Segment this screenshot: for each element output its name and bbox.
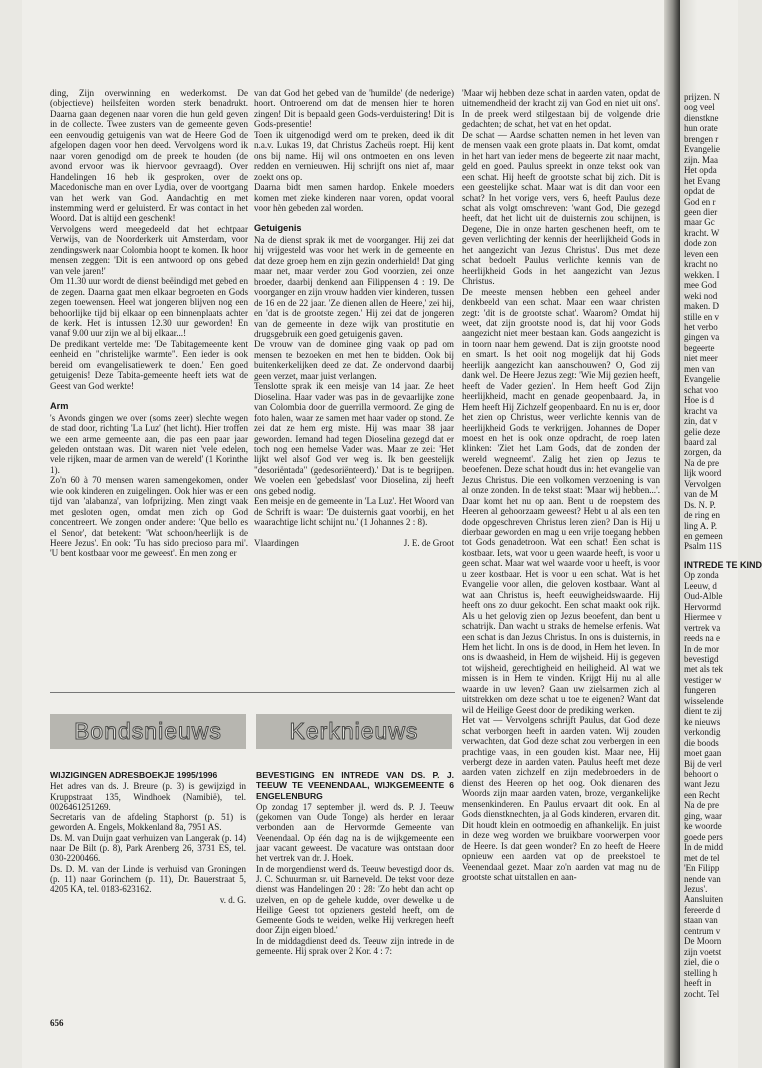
text-fragment: begeerte bbox=[684, 342, 715, 353]
text-fragment: goede pers bbox=[684, 831, 723, 842]
text-fragment: men van bbox=[684, 363, 715, 374]
paragraph: van dat God het gebed van de 'humilde' (de nederige) hoort. Ontroerend om dat de mensen hier te horen zingen! Dit is bepaald geen Gods-verduistering! Dit is Gods-presentie! bbox=[254, 88, 454, 130]
text-fragment: het verbo bbox=[684, 321, 718, 332]
text-fragment: van de M bbox=[684, 489, 718, 500]
text-fragment: zin, dat v bbox=[684, 416, 718, 427]
paragraph: Het vat — Vervolgens schrijft Paulus, dat God deze schat verborgen heeft in aarden vaten. Wij zouden verwachten, dat God deze schat zou verbergen in een prachtige vaas, in een gouden kist. Maar nee, Hij verbergt deze in aarden vaten. Paulus heeft met deze aarden vaten zichzelf en zijn medebroeders in de dienst des Heeren op het oog. Ook dienaren des Woords zijn maar aarden vaten, broze, vergankelijke mensenkinderen. En Paulus ervaart dit ook. En al Gods dienstknechten, ja al Gods kinderen, ervaren dit. Dit houdt klein en ootmoedig en afhankelijk. En juist in deze weg worden we bruikbare voorwerpen voor de Heere. Is dat geen wonder? En zo heeft de Heere opnieuw een aarden vat op de preekstoel te Veenendaal gezet. Maar zo'n aarden vat mag nu de grootste schat uitstallen en aan- bbox=[462, 715, 660, 882]
text-fragment: Na de pre bbox=[684, 457, 719, 468]
text-fragment: In de mor bbox=[684, 643, 719, 654]
text-fragment: ziel, die o bbox=[684, 957, 720, 968]
text-fragment: opdat de bbox=[684, 186, 715, 197]
paragraph: De predikant vertelde me: 'De Tabitagemeente kent eenheid en "christelijke warmte". Een ieder is ook bereid om evangelisatiewerk te doen.' Een goed getuigenis! Deze Tabita-gemeente heeft iets wat de Geest van God werkte! bbox=[50, 338, 248, 391]
text-fragment: het Evang bbox=[684, 175, 721, 186]
page-gutter bbox=[664, 0, 680, 1068]
signature-place: Vlaardingen bbox=[254, 537, 299, 548]
paragraph: De schat — Aardse schatten nemen in het leven van de mensen vaak een grote plaats in. Dat komt, omdat in het hart van ieder mens de begeerte zit naar macht, geld en goed. Paulus spreekt in onze tekst ook van een schat. Hij heeft de grootste schat bij zich. Dit is een geestelijke schat. Maar wat is dit dan voor een schat? In het vorige vers, vers 6, heeft Paulus deze schat als volgt omschreven: 'want God, Die gezegd heeft, dat het licht uit de duisternis zou schijnen, is Degene, Die in onze harten geschenen heeft, om te geven verlichting der kennis der heerlijkheid Gods in het aangezicht van Jezus Christus'. Dus met deze schat bedoelt Paulus verlichte kennis van de heerlijkheid Gods in het aangezicht van Jezus Christus. bbox=[462, 129, 660, 287]
text-fragment: bevestigd bbox=[684, 654, 719, 665]
paragraph: De meeste mensen hebben een geheel ander denkbeeld van een schat. Maar een waar christen zegt: 'dit is de grootste schat'. Waarom? Omdat hij weet, dat zijn grootste nood is, dat hij voor Gods aangezicht niet meer bestaan kan. Gods aangezicht is in toorn naar hem gewend. Dat is zijn grootste nood en smart. Is het ooit nog mogelijk dat hij Gods heerlijk aangezicht kan aanschouwen? O, God zij dank wel. De Heere Jezus zegt: 'Wie Mij gezien heeft, heeft de Vader gezien'. In Hem heeft God Zijn heerlijkheid, macht en genade geopenbaard. Ja, in Hem heeft Hij Zichzelf geopenbaard. En nu is er, door het zien op Christus, weer verlichte kennis van de heerlijkheid Gods te verkrijgen. Johannes de Doper moest en het is ook onze opdracht, de roep laten klinken: 'Ziet het Lam Gods, dat de zonden der wereld wegneemt'. Zalig het zien op Jezus te beoefenen. Deze schat houdt dus in: het evangelie van Jezus Christus. Die een volkomen verzoening is van al onze zonden. In de tekst staat: 'Maar wij hebben...'. Daar komt het nu op aan. Bent u de roepstem des Heeren al gehoorzaam geweest? Hebt u al als een ten dode opgeschreven Christus leren zien? Dan is Hij u dierbaar geworden en mag u een vrije toegang hebben tot Gods genadetroon. Wat een schat! Een schat is kostbaar. Iets, wat voor u geen waarde heeft, is voor u geen schat. Maar wat wel waarde voor u heeft, is voor u zeer kostbaar. Het is voor u een schat. Wat is het Evangelie voor allen, die geloven kostbaar. Want al wat aan Christus is, heeft eeuwigheidswaarde. Hij heeft ons zo duur gekocht. Een schat maakt ook rijk. Als u het gelovig zien op Jezus beoefent, dan bent u schatrijk. Dan wacht u straks de hemelse erfenis. Wat een schat is dan Jezus Christus. In ons is duisternis, in Hem het licht. In ons is de dood, in Hem het leven. In ons is dwaasheid, in Hem de wijsheid. Hij is gegeven tot wijsheid, gerechtigheid en heiligheid. Al wat we missen is in Hem te vinden. Krijgt Hij nu al alle waarde in uw leven? Gaan uw zielsarmen zich al uitstrekken om deze schat u toe te eigenen? Want dat wil de Heilige Geest door de prediking werken. bbox=[462, 286, 660, 715]
text-fragment: kracht. W bbox=[684, 227, 720, 238]
text-fragment: dode zon bbox=[684, 238, 717, 249]
paragraph: Secretaris van de afdeling Staphorst (p. 51) is geworden A. Engels, Mokkenland 8a, 7951 AS. bbox=[50, 812, 246, 833]
text-fragment: Psalm 11S bbox=[684, 541, 722, 552]
text-fragment: kracht no bbox=[684, 259, 718, 270]
text-fragment: God en r bbox=[684, 196, 716, 207]
kerknieuws-body bbox=[256, 802, 454, 956]
paragraph: Daarna bidt men samen hardop. Enkele moeders komen met zieke kinderen naar voren, opdat vooral voor hèn gebeden zal worden. bbox=[254, 182, 454, 213]
bondsnieuws-body bbox=[50, 781, 246, 894]
paragraph: Ds. M. van Duijn gaat verhuizen van Langerak (p. 14) naar De Bilt (p. 8), Park Arenberg 26, 3731 ES, tel. 030-2200466. bbox=[50, 832, 246, 864]
text-fragment: Hervormd bbox=[684, 601, 721, 612]
paragraph: In de morgendienst werd ds. Teeuw bevestigd door ds. J. C. Schuurman sr. uit Barneveld. De tekst voor deze dienst was Handelingen 20 : 28: 'Zo hebt dan acht op uzelven, en op de gehele kudde, over dewelke u de Heilige Geest tot opzieners gesteld heeft, om de Gemeente Gods te weiden, welke Hij verkregen heeft door Zijn eigen bloed.' bbox=[256, 863, 454, 936]
text-fragment: ging, waar bbox=[684, 810, 722, 821]
paragraph: 's Avonds gingen we over (soms zeer) slechte wegen de stad door, richting 'La Luz' (het licht). Hier troffen we een arme gemeente aan, die pas een paar jaar geleden ontstaan was. Dit waren niet 'vele edelen, vele rijken, maar de armen van de wereld' (1 Korinthe 1). bbox=[50, 412, 248, 475]
right-page-heading: INTREDE TE KIND bbox=[684, 559, 762, 570]
text-fragment: Jezus'. bbox=[684, 883, 708, 894]
text-fragment: ling A. P. bbox=[684, 520, 718, 531]
text-fragment: dienstkne bbox=[684, 112, 719, 123]
text-fragment: kracht va bbox=[684, 405, 718, 416]
right-page-fragments-2 bbox=[684, 570, 744, 999]
right-page-fragments bbox=[684, 92, 744, 552]
text-fragment: ke nieuws bbox=[684, 716, 721, 727]
text-fragment: met als tek bbox=[684, 664, 723, 675]
bondsnieuws-signoff: v. d. G. bbox=[219, 894, 246, 905]
text-fragment: geen dier bbox=[684, 206, 718, 217]
text-fragment: 'En Filipp bbox=[684, 863, 720, 874]
text-fragment: mee God bbox=[684, 280, 717, 291]
text-fragment: Evangelie bbox=[684, 144, 720, 155]
text-fragment: Ds. N. P. bbox=[684, 499, 716, 510]
right-page-edge bbox=[680, 0, 762, 1068]
paragraph: Ds. D. M. van der Linde is verhuisd van Groningen (p. 11) naar Gorinchem (p. 11), Dr. Bauerstraat 5, 4205 KA, tel. 0183-623162. bbox=[50, 863, 246, 895]
signature-author: J. E. de Groot bbox=[403, 537, 454, 548]
text-fragment: Oud-Alble bbox=[684, 591, 723, 602]
text-fragment: Hoe is d bbox=[684, 395, 714, 406]
paragraph: Na de dienst sprak ik met de voorganger. Hij zei dat hij vrijgesteld was voor het werk in de gemeente en dat deze groep hem en zijn gezin onderhield! Dat ging maar net, maar verder zou God voorzien, zei onze broeder, daarbij denkend aan Filippensen 4 : 19. De voorganger en zijn vrouw hadden vier kinderen, tussen de 16 en de 22 jaar. 'Ze dienen allen de Heere,' zei hij, en 'dat is de grootste zegen.' Hij zei dat de jongeren van de gemeente in deze wijk van prostitutie en drugsgebruik een goed getuigenis gaven. bbox=[254, 234, 454, 339]
text-fragment: Hiermee v bbox=[684, 612, 722, 623]
kerknieuws-heading: BEVESTIGING EN INTREDE VAN DS. P. J. TEEUW TE VEENENDAAL, WIJKGEMEENTE 6 ENGELENBURG bbox=[256, 770, 454, 801]
text-fragment: die boods bbox=[684, 737, 719, 748]
text-fragment: maar Gc bbox=[684, 217, 715, 228]
paragraph: Vervolgens werd meegedeeld dat het echtpaar Verwijs, van de Noorderkerk uit Amsterdam, voor zendingswerk naar Colombia hoopt te komen. Ik hoor mensen zeggen: 'Dit is een antwoord op ons gebed van vele jaren!' bbox=[50, 223, 248, 276]
text-fragment: de ring en bbox=[684, 510, 720, 521]
text-fragment: fungeren bbox=[684, 685, 716, 696]
kerknieuws-title: Kerknieuws bbox=[289, 718, 419, 744]
paragraph: Tenslotte sprak ik een meisje van 14 jaar. Ze heet Dioselina. Haar vader was pas in de gevaarlijke zone van Colombia door de guerrilla vermoord. Ze ging de foto halen, waar ze samen met haar vader op stond. Ze zei dat ze hem erg miste. Hij was maar 38 jaar geworden. Iemand had tegen Dioselina gezegd dat er toch nog een hemelse Vader was. Maar ze zei: 'Het lijkt wel alsof God ver weg is. Ik ben geestelijk "desoriëntada" (gedesoriënteerd).' Dat is te begrijpen. We voelen een 'gebedslast' voor Dioselina, zij heeft ons gebed nodig. bbox=[254, 381, 454, 496]
text-fragment: Aansluiten bbox=[684, 894, 723, 905]
text-fragment: reeds na e bbox=[684, 633, 720, 644]
article-column-1 bbox=[50, 88, 248, 559]
text-fragment: stelling h bbox=[684, 967, 718, 978]
text-fragment: baard zal bbox=[684, 436, 717, 447]
text-fragment: moet gaan bbox=[684, 748, 722, 759]
text-fragment: zocht. Tel bbox=[684, 988, 720, 999]
text-fragment: gingen va bbox=[684, 332, 720, 343]
text-fragment: Bij de verl bbox=[684, 758, 722, 769]
text-fragment: nende van bbox=[684, 873, 721, 884]
page-number: 656 bbox=[50, 1018, 64, 1028]
text-fragment: staan van bbox=[684, 915, 718, 926]
kerknieuws-banner bbox=[256, 714, 452, 749]
text-fragment: schat voo bbox=[684, 384, 719, 395]
article-column-2 bbox=[254, 88, 454, 548]
text-fragment: dient te zij bbox=[684, 706, 722, 717]
paragraph: In de middagdienst deed ds. Teeuw zijn intrede in de gemeente. Hij sprak over 2 Kor. 4 : 7: bbox=[256, 935, 454, 957]
text-fragment: wisselende bbox=[684, 695, 724, 706]
text-fragment: hun orate bbox=[684, 123, 718, 134]
right-page-text bbox=[684, 92, 762, 999]
text-fragment: behoort o bbox=[684, 769, 719, 779]
paragraph: Op zondag 17 september jl. werd ds. P. J. Teeuw (gekomen van Oude Tonge) als herder en leraar verbonden aan de Hervormde Gemeente van Veenendaal. Op één dag na is de wijkgemeente een jaar vacant geweest. De vacature was ontstaan door het vertrek van dr. J. Hoek. bbox=[256, 801, 454, 864]
text-fragment: weki nod bbox=[684, 290, 718, 301]
text-fragment: leven een bbox=[684, 248, 719, 259]
article-signature bbox=[254, 538, 454, 548]
bondsnieuws-title: Bondsnieuws bbox=[74, 718, 222, 744]
text-fragment: ke woorde bbox=[684, 821, 722, 832]
text-fragment: een Recht bbox=[684, 789, 720, 800]
paragraph: Zo'n 60 à 70 mensen waren samengekomen, onder wie ook kinderen en zuigelingen. Ook hier was er een tijd van 'alabanza', van lofprijzing. Men zingt vaak met gesloten ogen, omdat men zich op God concentreert. We zongen onder andere: 'Que bello es el Senor', dat betekent: 'Wat schoon/heerlijk is de Heere Jezus'. En ook: 'Tu has sido precioso para mi'. 'U bent kostbaar voor me geweest'. En men zong er bbox=[50, 475, 248, 559]
text-fragment: want Jezu bbox=[684, 779, 720, 790]
paragraph: 'Maar wij hebben deze schat in aarden vaten, opdat de uitnemendheid der kracht zij van God en niet uit ons'. In de preek werd stilgestaan bij de volgende drie gedachten; de schat, het vat en het opdat. bbox=[462, 88, 660, 130]
paragraph: Om 11.30 uur wordt de dienst beëindigd met gebed en de zegen. Daarna gaat men elkaar begroeten en Gods zegen toewensen. Heel wat jongeren blijven nog een behoorlijke tijd bij elkaar op een binnenplaats achter de kerk. Het is intussen 12.30 uur geworden! En vanaf 9.00 uur zijn we al bij elkaar...! bbox=[50, 276, 248, 339]
section-heading: Getuigenis bbox=[254, 223, 302, 234]
text-fragment: Na de pre bbox=[684, 800, 719, 811]
article-column-3 bbox=[462, 88, 660, 882]
section-divider bbox=[50, 692, 455, 693]
text-fragment: De Moorn bbox=[684, 936, 722, 947]
text-fragment: gelie deze bbox=[684, 426, 721, 437]
text-fragment: lijk woord bbox=[684, 468, 722, 479]
paragraph: Een meisje en de gemeente in 'La Luz'. Het Woord van de Schrift is waar: 'De duisternis gaat voorbij, en het waarachtige licht schijnt nu.' (1 Johannes 2 : 8). bbox=[254, 496, 454, 528]
bondsnieuws-heading: WIJZIGINGEN ADRESBOEKJE 1995/1996 bbox=[50, 770, 218, 780]
kerknieuws-section bbox=[256, 770, 454, 956]
text-fragment: brengen r bbox=[684, 133, 719, 144]
text-fragment: oog veel bbox=[684, 102, 715, 113]
text-fragment: zijn. Maa bbox=[684, 154, 718, 165]
paragraph: Toen ik uitgenodigd werd om te preken, deed ik dit n.a.v. Lukas 19, dat Christus Zacheüs roept. Hij kent ons bij name. Hij wil ons ontmoeten en ons leven redden en vernieuwen. Hij schrijft ons niet af, maar zoekt ons op. bbox=[254, 129, 454, 182]
text-fragment: verkondig bbox=[684, 727, 721, 738]
bondsnieuws-section bbox=[50, 770, 246, 905]
text-fragment: vertrek va bbox=[684, 622, 721, 633]
text-fragment: In de midd bbox=[684, 842, 723, 853]
paragraph: Het adres van ds. J. Breure (p. 3) is gewijzigd in Kruppstraat 135, Windhoek (Namibië), tel. 0026461251269. bbox=[50, 781, 246, 812]
section-heading: Arm bbox=[50, 401, 69, 412]
text-fragment: stille en v bbox=[684, 311, 719, 322]
text-fragment: zijn voetst bbox=[684, 946, 722, 957]
text-fragment: centrum v bbox=[684, 925, 721, 936]
text-fragment: Evangelie bbox=[684, 374, 720, 385]
text-fragment: niet meer bbox=[684, 353, 718, 364]
text-fragment: maken. D bbox=[684, 301, 719, 312]
text-fragment: fereerde d bbox=[684, 904, 721, 915]
text-fragment: prijzen. N bbox=[684, 92, 720, 102]
paragraph: ding, Zijn overwinning en wederkomst. De (objectieve) heilsfeiten worden sterk benadrukt. Daarna gaan degenen naar voren die hun geld geven in de collecte. Twee zusters van de gemeente geven een eenvoudig getuigenis van wat de Heere God de afgelopen dagen voor hen deed. Vervolgens word ik naar voren genodigd om de preek te houden (de avond ervoor was ik hiervoor gevraagd). Over Handelingen 16 heb ik gesproken, over de Macedonische man en over Lydia, over de voortgang van het werk van God. Aandachtig en met instemming werd er geluisterd. Er was contact in het Woord. Dat is altijd een geschenk! bbox=[50, 88, 248, 224]
text-fragment: Het opda bbox=[684, 165, 717, 176]
text-fragment: Vervolgen bbox=[684, 478, 721, 489]
bondsnieuws-banner bbox=[50, 714, 246, 749]
paragraph: De vrouw van de dominee ging vaak op pad om mensen te bezoeken en met hen te bidden. Ook bij buitenkerkelijken deed ze dat. Ze ondervond daarbij geen verzet, maar juist verlangen. bbox=[254, 339, 454, 381]
text-fragment: vestiger w bbox=[684, 674, 722, 685]
text-fragment: en gemeen bbox=[684, 531, 723, 542]
text-fragment: Leeuw, d bbox=[684, 580, 717, 591]
text-fragment: Op zonda bbox=[684, 570, 719, 581]
text-fragment: met de tel bbox=[684, 852, 720, 863]
text-fragment: heeft in bbox=[684, 978, 712, 989]
text-fragment: wekken. I bbox=[684, 269, 720, 280]
text-fragment: zorgen, da bbox=[684, 447, 722, 458]
